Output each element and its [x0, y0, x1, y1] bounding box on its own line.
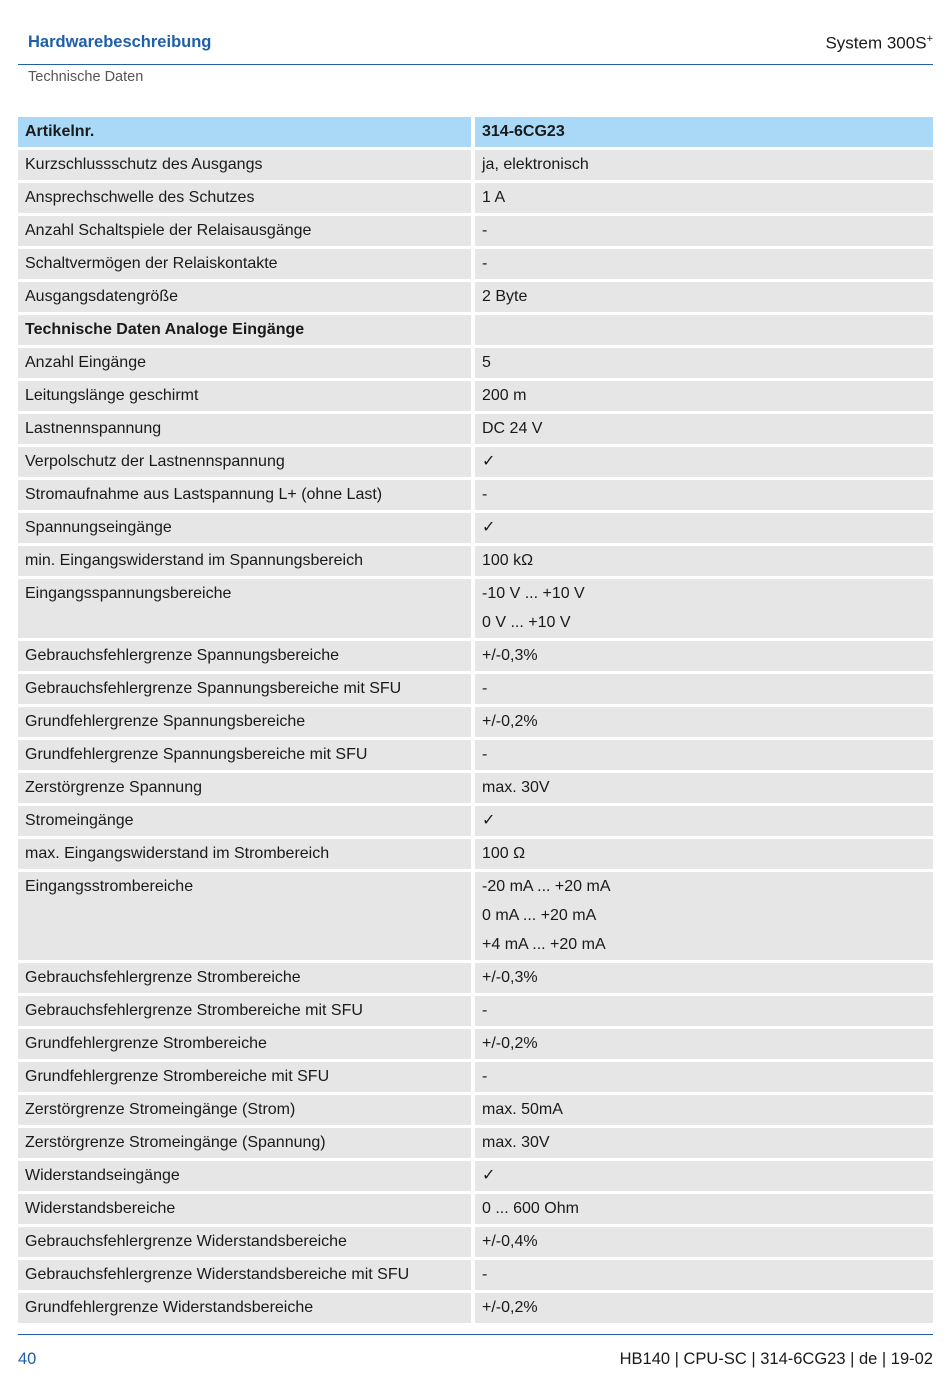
- spec-value: [475, 381, 933, 414]
- table-row: [18, 1062, 933, 1095]
- header-divider: [18, 64, 933, 65]
- spec-value: [475, 1161, 933, 1194]
- spec-label: Kurzschlussschutz des Ausgangs: [18, 150, 475, 183]
- spec-value-line: -: [482, 680, 488, 697]
- spec-label: Gebrauchsfehlergrenze Widerstandsbereiche mit SFU: [18, 1260, 475, 1293]
- spec-value-line: -: [482, 222, 488, 239]
- table-row: [18, 1095, 933, 1128]
- table-row: [18, 872, 933, 963]
- spec-value: [475, 1293, 933, 1326]
- spec-label: Eingangsstrombereiche: [18, 872, 475, 963]
- spec-value: [475, 839, 933, 872]
- table-row: [18, 282, 933, 315]
- checkmark-icon: ✓: [482, 812, 496, 829]
- footer-divider: [18, 1334, 933, 1335]
- table-row: [18, 641, 933, 674]
- spec-label: Stromaufnahme aus Lastspannung L+ (ohne Last): [18, 480, 475, 513]
- technical-data-table: [18, 117, 933, 1326]
- spec-label: Grundfehlergrenze Strombereiche: [18, 1029, 475, 1062]
- table-row: [18, 1161, 933, 1194]
- spec-label: min. Eingangswiderstand im Spannungsbereich: [18, 546, 475, 579]
- spec-value: [475, 1062, 933, 1095]
- spec-value-line: +4 mA ... +20 mA: [482, 936, 606, 953]
- table-header-row: [18, 117, 933, 150]
- spec-value: [475, 996, 933, 1029]
- spec-value-line: 1 A: [482, 189, 506, 206]
- table-row: [18, 707, 933, 740]
- spec-label: Grundfehlergrenze Strombereiche mit SFU: [18, 1062, 475, 1095]
- spec-value-line: 5: [482, 354, 491, 371]
- table-row: [18, 773, 933, 806]
- article-number-label: Artikelnr.: [18, 117, 475, 150]
- table-row: [18, 183, 933, 216]
- table-row: [18, 996, 933, 1029]
- spec-label: Widerstandseingänge: [18, 1161, 475, 1194]
- spec-value-line: -10 V ... +10 V: [482, 585, 585, 602]
- table-row: [18, 806, 933, 839]
- spec-value: [475, 414, 933, 447]
- table-row: [18, 1260, 933, 1293]
- spec-value-line: -: [482, 1002, 488, 1019]
- spec-value-line: -: [482, 1266, 488, 1283]
- checkmark-icon: ✓: [482, 519, 496, 536]
- spec-value: [475, 1227, 933, 1260]
- spec-value: [475, 513, 933, 546]
- spec-value-line: -: [482, 486, 488, 503]
- table-row: [18, 1029, 933, 1062]
- spec-label: Grundfehlergrenze Spannungsbereiche mit SFU: [18, 740, 475, 773]
- spec-label: Widerstandsbereiche: [18, 1194, 475, 1227]
- spec-value: [475, 1029, 933, 1062]
- spec-value-line: max. 50mA: [482, 1101, 563, 1118]
- spec-label: Zerstörgrenze Stromeingänge (Strom): [18, 1095, 475, 1128]
- spec-label: Stromeingänge: [18, 806, 475, 839]
- table-row: [18, 414, 933, 447]
- spec-label: Gebrauchsfehlergrenze Spannungsbereiche mit SFU: [18, 674, 475, 707]
- spec-value: [475, 447, 933, 480]
- spec-label: Grundfehlergrenze Spannungsbereiche: [18, 707, 475, 740]
- table-row: [18, 740, 933, 773]
- spec-label: Zerstörgrenze Stromeingänge (Spannung): [18, 1128, 475, 1161]
- spec-value: [475, 707, 933, 740]
- spec-label: Gebrauchsfehlergrenze Spannungsbereiche: [18, 641, 475, 674]
- spec-value: [475, 806, 933, 839]
- table-row: [18, 249, 933, 282]
- table-row: [18, 546, 933, 579]
- table-row: [18, 579, 933, 641]
- spec-value-line: 0 mA ... +20 mA: [482, 907, 597, 924]
- spec-value-line: 100 Ω: [482, 845, 526, 862]
- spec-value: [475, 579, 933, 641]
- table-row: [18, 1293, 933, 1326]
- spec-value: [475, 1260, 933, 1293]
- table-row: [18, 1128, 933, 1161]
- spec-value: [475, 546, 933, 579]
- spec-value: [475, 963, 933, 996]
- table-row: [18, 447, 933, 480]
- spec-label: Grundfehlergrenze Widerstandsbereiche: [18, 1293, 475, 1326]
- spec-value-line: 100 kΩ: [482, 552, 534, 569]
- table-row: [18, 315, 933, 348]
- system-name-text: System 300S: [825, 33, 927, 53]
- checkmark-icon: ✓: [482, 1167, 496, 1184]
- checkmark-icon: ✓: [482, 453, 496, 470]
- article-number-value: 314-6CG23: [475, 117, 933, 150]
- spec-label: Leitungslänge geschirmt: [18, 381, 475, 414]
- spec-label: Zerstörgrenze Spannung: [18, 773, 475, 806]
- spec-value-line: +/-0,4%: [482, 1233, 538, 1250]
- spec-label: Lastnennspannung: [18, 414, 475, 447]
- spec-value-line: 2 Byte: [482, 288, 528, 305]
- spec-label: Gebrauchsfehlergrenze Strombereiche: [18, 963, 475, 996]
- spec-value-line: DC 24 V: [482, 420, 543, 437]
- spec-value: [475, 150, 933, 183]
- table-row: [18, 150, 933, 183]
- technical-data-table-body: [18, 117, 933, 1326]
- spec-value: [475, 348, 933, 381]
- spec-value: [475, 282, 933, 315]
- spec-value-line: +/-0,2%: [482, 1035, 538, 1052]
- spec-value: [475, 872, 933, 963]
- spec-label: Gebrauchsfehlergrenze Widerstandsbereiche: [18, 1227, 475, 1260]
- spec-value-line: ja, elektronisch: [482, 156, 589, 173]
- spec-value-line: 0 ... 600 Ohm: [482, 1200, 579, 1217]
- spec-value-line: -: [482, 1068, 488, 1085]
- system-name-superscript: +: [926, 33, 933, 45]
- table-row: [18, 513, 933, 546]
- spec-value: [475, 1128, 933, 1161]
- spec-value: [475, 740, 933, 773]
- spec-label: Schaltvermögen der Relaiskontakte: [18, 249, 475, 282]
- spec-value-line: 200 m: [482, 387, 527, 404]
- spec-value-line: max. 30V: [482, 1134, 550, 1151]
- header-subtitle: Technische Daten: [28, 69, 144, 85]
- spec-value: [475, 674, 933, 707]
- spec-value: [475, 183, 933, 216]
- spec-value: [475, 1095, 933, 1128]
- table-row: [18, 674, 933, 707]
- spec-label: Spannungseingänge: [18, 513, 475, 546]
- spec-value-line: +/-0,2%: [482, 1299, 538, 1316]
- header-section-title: Hardwarebeschreibung: [28, 33, 212, 51]
- spec-value-line: -: [482, 255, 488, 272]
- spec-value: [475, 773, 933, 806]
- spec-value-line: -20 mA ... +20 mA: [482, 878, 611, 895]
- table-row: [18, 381, 933, 414]
- spec-value-line: max. 30V: [482, 779, 550, 796]
- spec-value-line: 0 V ... +10 V: [482, 614, 571, 631]
- spec-label: Eingangsspannungsbereiche: [18, 579, 475, 641]
- page-number: 40: [18, 1350, 37, 1368]
- spec-label: Verpolschutz der Lastnennspannung: [18, 447, 475, 480]
- table-row: [18, 216, 933, 249]
- table-row: [18, 963, 933, 996]
- spec-value: [475, 249, 933, 282]
- spec-value-line: -: [482, 746, 488, 763]
- spec-label: Anzahl Schaltspiele der Relaisausgänge: [18, 216, 475, 249]
- spec-label: Ansprechschwelle des Schutzes: [18, 183, 475, 216]
- spec-value: [475, 216, 933, 249]
- spec-value: [475, 1194, 933, 1227]
- spec-value-line: +/-0,3%: [482, 969, 538, 986]
- spec-value-line: +/-0,3%: [482, 647, 538, 664]
- spec-label: max. Eingangswiderstand im Strombereich: [18, 839, 475, 872]
- table-row: [18, 1227, 933, 1260]
- table-row: [18, 348, 933, 381]
- header-system-name: [825, 33, 933, 54]
- spec-value: [475, 315, 933, 348]
- spec-value-line: +/-0,2%: [482, 713, 538, 730]
- spec-value: [475, 480, 933, 513]
- document-info: HB140 | CPU-SC | 314-6CG23 | de | 19-02: [619, 1350, 933, 1368]
- spec-label: Technische Daten Analoge Eingänge: [18, 315, 475, 348]
- table-row: [18, 1194, 933, 1227]
- table-row: [18, 839, 933, 872]
- spec-label: Anzahl Eingänge: [18, 348, 475, 381]
- spec-label: Ausgangsdatengröße: [18, 282, 475, 315]
- spec-label: Gebrauchsfehlergrenze Strombereiche mit SFU: [18, 996, 475, 1029]
- spec-value: [475, 641, 933, 674]
- table-row: [18, 480, 933, 513]
